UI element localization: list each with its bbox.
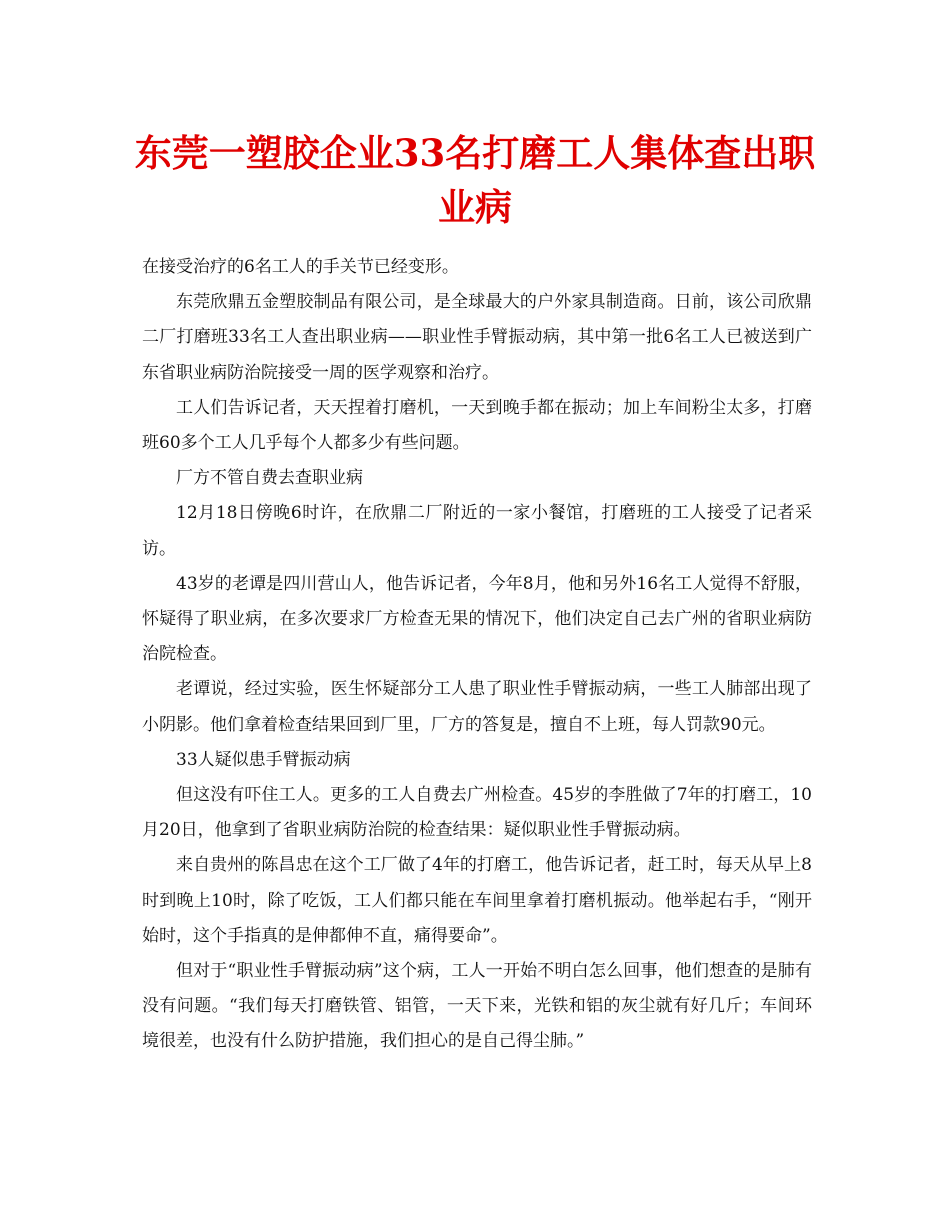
paragraph: 工人们告诉记者，天天捏着打磨机，一天到晚手都在振动；加上车间粉尘太多，打磨班60多个工人几乎每个人都多少有些问题。 (142, 397, 812, 454)
paragraph: 但这没有吓住工人。更多的工人自费去广州检查。45岁的李胜做了7年的打磨工，10月20日，他拿到了省职业病防治院的检查结果：疑似职业性手臂振动病。 (142, 785, 812, 841)
paragraph: 老谭说，经过实验，医生怀疑部分工人患了职业性手臂振动病，一些工人肺部出现了小阴影。他们拿着检查结果回到厂里，厂方的答复是，擅自不上班，每人罚款90元。 (142, 679, 812, 735)
paragraph: 来自贵州的陈昌忠在这个工厂做了4年的打磨工，他告诉记者，赶工时，每天从早上8时到晚上10时，除了吃饭，工人们都只能在车间里拿着打磨机振动。他举起右手，“刚开始时，这个手指真的是伸都伸不直，痛得要命”。 (142, 855, 812, 946)
section-heading: 厂方不管自费去查职业病 (176, 468, 363, 489)
section-heading: 33人疑似患手臂振动病 (176, 749, 351, 770)
document-title: 东莞一塑胶企业33名打磨工人集体查出职业病 (134, 131, 816, 229)
paragraph: 但对于“职业性手臂振动病”这个病，工人一开始不明白怎么回事，他们想查的是肺有没有问题。“我们每天打磨铁管、铝管，一天下来，光铁和铝的灰尘就有好几斤；车间环境很差，也没有什么防护措施，我们担心的是自己得尘肺。” (142, 961, 812, 1052)
paragraph: 12月18日傍晚6时许，在欣鼎二厂附近的一家小餐馆，打磨班的工人接受了记者采访。 (142, 503, 812, 559)
paragraph: 东莞欣鼎五金塑胶制品有限公司，是全球最大的户外家具制造商。日前，该公司欣鼎二厂打磨班33名工人查出职业病——职业性手臂振动病，其中第一批6名工人已被送到广东省职业病防治院接受一周的医学观察和治疗。 (142, 292, 812, 383)
paragraph: 43岁的老谭是四川营山人，他告诉记者，今年8月，他和另外16名工人觉得不舒服，怀疑得了职业病，在多次要求厂方检查无果的情况下，他们决定自己去广州的省职业病防治院检查。 (142, 573, 812, 665)
document-body (142, 250, 812, 1060)
paragraph-lead: 在接受治疗的6名工人的手关节已经变形。 (142, 257, 459, 277)
